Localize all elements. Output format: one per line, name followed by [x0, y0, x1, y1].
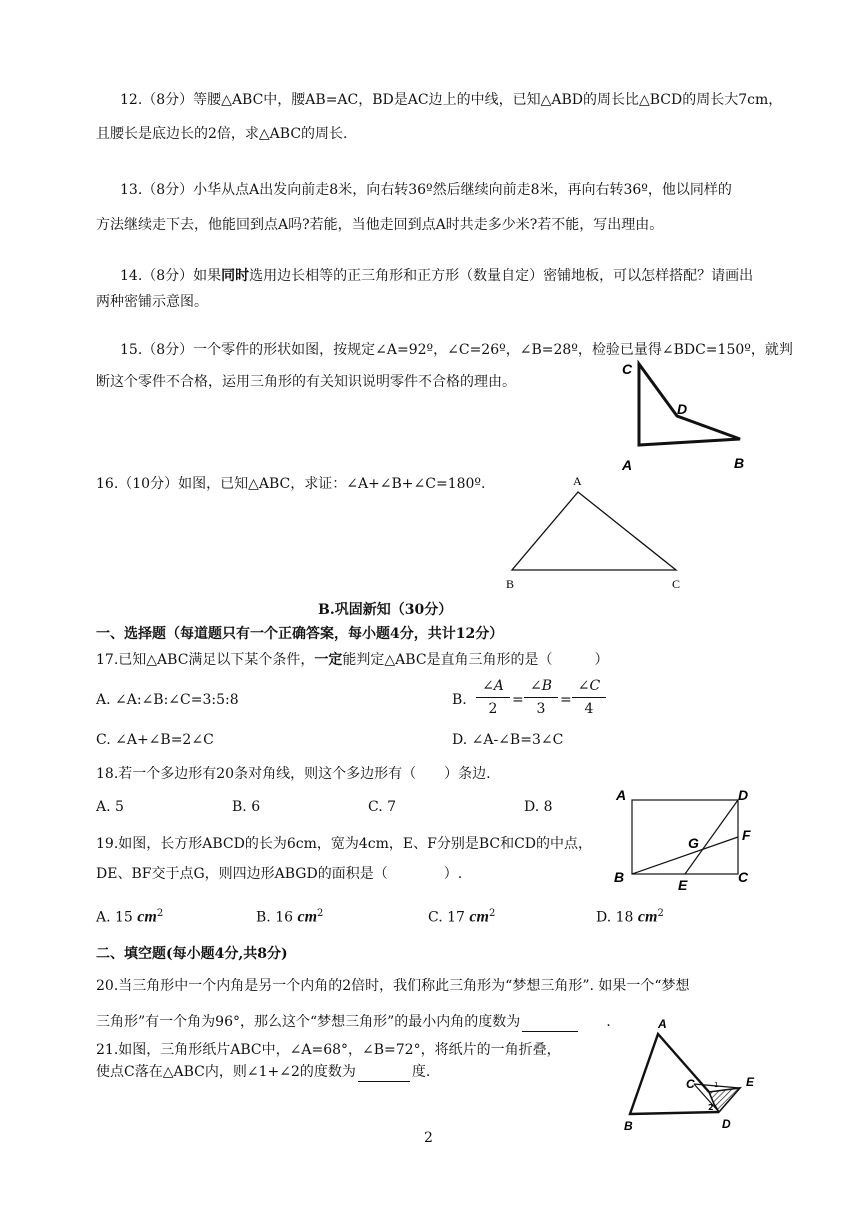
q21-triangle-outline — [630, 1034, 719, 1114]
q19-label-b: B — [614, 869, 625, 885]
q17-frac3-num: ∠C — [577, 678, 601, 694]
q16-triangle — [512, 492, 676, 570]
q16-label-c: C — [672, 577, 681, 591]
q17-fraction-2 — [522, 676, 560, 719]
q19-label-c: C — [738, 869, 749, 885]
q18-option-a: A. 5 — [96, 799, 124, 815]
q19-label-g: G — [688, 835, 699, 851]
q17-stem-bold: 一定 — [314, 652, 343, 668]
q20-line1: 20.当三角形中一个内角是另一个内角的2倍时，我们称此三角形为“梦想三角形”. 如果一个“梦想 — [96, 978, 690, 994]
q18-option-d: D. 8 — [524, 799, 553, 815]
section-b-part2: 二、填空题(每小题4分,共8分) — [96, 946, 288, 962]
q19-option-c-unit: cm — [469, 908, 489, 926]
q18-option-c: C. 7 — [368, 799, 397, 815]
q19-option-c-sup: 2 — [488, 908, 496, 919]
q21-label-c: C — [686, 1077, 695, 1091]
q19-line2: DE、BF交于点G，则四边形ABGD的面积是（ ）. — [96, 866, 463, 882]
q15-line1: 15.（8分）一个零件的形状如图，按规定∠A=92º，∠C=26º，∠B=28º，检验已量得∠BDC=150º，就判 — [120, 342, 793, 358]
q19-label-f: F — [742, 827, 751, 843]
q17-frac1-den: 2 — [488, 701, 498, 717]
q15-label-a: A — [622, 457, 633, 473]
q16-label-b: B — [506, 577, 515, 591]
section-b-title: B.巩固新知（30分） — [318, 602, 453, 618]
q16-triangle-figure — [500, 472, 690, 592]
q21-label-e: E — [746, 1075, 755, 1089]
q21-label-2: 2 — [708, 1103, 714, 1112]
q17-frac1-bar — [476, 697, 510, 698]
q19-option-d-unit: cm — [637, 908, 658, 926]
q19-option-b-text: B. 16 — [256, 909, 294, 926]
q17-frac2-den: 3 — [536, 701, 546, 717]
q17-fraction-3 — [570, 676, 608, 719]
q19-line1: 19.如图，长方形ABCD的长为6cm，宽为4cm，E、F分别是BC和CD的中点， — [96, 836, 593, 852]
q17-frac2-bar — [524, 697, 558, 698]
q21-line2 — [96, 1062, 430, 1082]
q17-stem-a: 17.已知△ABC满足以下某个条件， — [96, 652, 315, 668]
q19-option-a-sup: 2 — [156, 908, 164, 919]
q17-stem-b: 能判定△ABC是直角三角形的是（ ） — [342, 652, 609, 668]
q19-option-d-sup: 2 — [657, 908, 664, 919]
q17-frac2-num: ∠B — [529, 678, 553, 694]
q19-option-a — [96, 904, 163, 928]
q16-text: 16.（10分）如图，已知△ABC，求证：∠A+∠B+∠C=180º. — [96, 476, 486, 492]
q15-part-outline — [639, 364, 740, 445]
q21-label-b: B — [624, 1119, 633, 1133]
q20-line2-end: . — [606, 1014, 611, 1030]
q17-stem — [96, 650, 609, 670]
q21-label-d: D — [722, 1117, 731, 1131]
section-b-part1: 一、选择题（每道题只有一个正确答案，每小题4分，共计12分） — [96, 626, 504, 642]
q15-label-c: C — [622, 361, 633, 377]
q13-line2: 方法继续走下去，他能回到点A吗?若能，当他走回到点A时共走多少米?若不能，写出理由。 — [96, 217, 664, 233]
q17-fraction-1 — [474, 676, 512, 719]
q20-line2-text: 三角形”有一个角为96°，那么这个“梦想三角形”的最小内角的度数为 — [96, 1014, 521, 1030]
q19-option-a-text: A. 15 — [96, 909, 133, 926]
q14-line2: 两种密铺示意图。 — [96, 294, 208, 310]
q17-eq-2: = — [560, 692, 572, 708]
q21-label-a: A — [658, 1017, 667, 1031]
q19-option-b-sup: 2 — [317, 908, 324, 919]
q20-answer-blank[interactable] — [522, 1015, 578, 1032]
q19-label-e: E — [678, 877, 688, 893]
q21-line2-b: 度. — [411, 1064, 431, 1080]
q17-option-c: C. ∠A+∠B=2∠C — [96, 732, 214, 748]
q21-answer-blank[interactable] — [358, 1065, 410, 1082]
q14-line1-b: 选用边长相等的正三角形和正方形（数量自定）密铺地板，可以怎样搭配？请画出 — [249, 268, 754, 284]
q14-line1-bold: 同时 — [221, 268, 250, 284]
q20-line2 — [96, 1012, 611, 1032]
q19-option-b-unit: cm — [297, 908, 318, 926]
q19-option-b — [256, 904, 323, 928]
q17-frac3-bar — [572, 697, 606, 698]
q19-label-d: D — [738, 787, 749, 803]
q17-option-a: A. ∠A:∠B:∠C=3:5:8 — [96, 692, 239, 708]
q15-line2: 断这个零件不合格，运用三角形的有关知识说明零件不合格的理由。 — [96, 374, 516, 390]
q21-label-1: 1 — [714, 1081, 719, 1089]
q17-option-d: D. ∠A-∠B=3∠C — [452, 732, 564, 748]
q15-part-figure — [612, 358, 752, 478]
q21-folded-region — [709, 1088, 740, 1112]
page-number: 2 — [424, 1130, 433, 1146]
q15-label-b: B — [734, 455, 745, 471]
q21-line2-a: 使点C落在△ABC内，则∠1+∠2的度数为 — [96, 1064, 356, 1080]
q19-option-d-text: D. 18 — [596, 909, 634, 926]
q18-stem: 18.若一个多边形有20条对角线，则这个多边形有（ ）条边. — [96, 766, 491, 782]
q19-rectangle-figure — [612, 782, 762, 892]
q16-label-a: A — [573, 474, 582, 488]
q13-line1: 13.（8分）小华从点A出发向前走8米，向右转36º然后继续向前走8米，再向右转36º，他以同样的 — [120, 182, 732, 198]
q18-option-b: B. 6 — [232, 799, 261, 815]
q21-folded-triangle-figure — [618, 1016, 768, 1136]
q12-line2: 且腰长是底边长的2倍，求△ABC的周长. — [96, 126, 348, 142]
q21-line1: 21.如图，三角形纸片ABC中，∠A=68°，∠B=72°，将纸片的一角折叠， — [96, 1042, 561, 1058]
q19-rectangle — [632, 800, 738, 874]
q15-label-d: D — [677, 401, 688, 417]
q19-option-c-text: C. 17 — [428, 909, 465, 926]
q19-line-bf — [632, 837, 738, 874]
q19-option-d — [596, 904, 664, 928]
q17-frac1-num: ∠A — [482, 678, 504, 694]
q19-option-a-unit: cm — [137, 908, 157, 926]
q17-frac3-den: 4 — [584, 701, 594, 717]
q12-line1: 12.（8分）等腰△ABC中，腰AB=AC，BD是AC边上的中线，已知△ABD的周长比△BCD的周长大7cm， — [120, 92, 783, 108]
q19-label-a: A — [616, 787, 627, 803]
q17-option-b-label: B. — [452, 692, 467, 708]
q14-line1-a: 14.（8分）如果 — [120, 268, 222, 284]
q14-line1 — [120, 266, 753, 286]
q19-option-c — [428, 904, 495, 928]
q17-eq-1: = — [512, 692, 524, 708]
